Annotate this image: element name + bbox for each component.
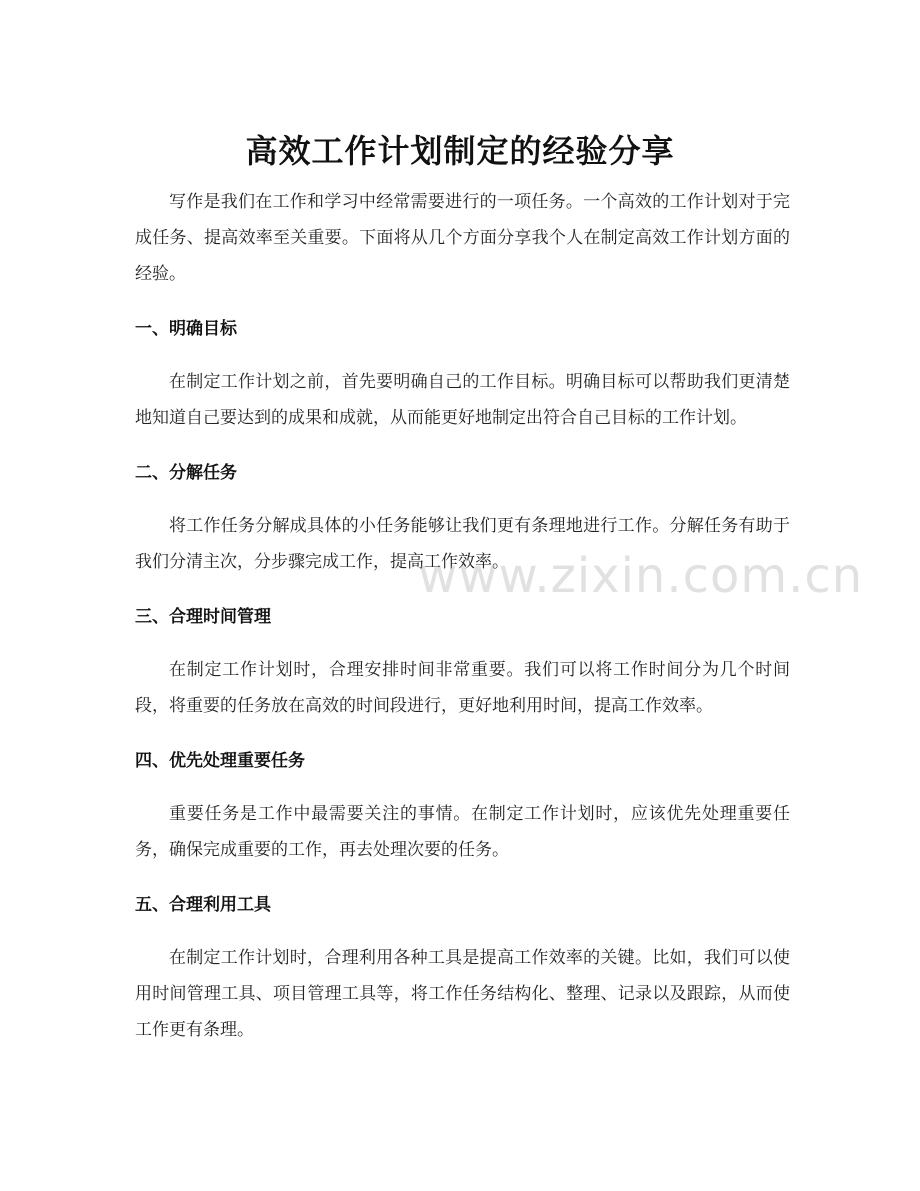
section-heading: 三、合理时间管理 [135, 607, 271, 627]
section-paragraph: 在制定工作计划时，合理安排时间非常重要。我们可以将工作时间分为几个时间段，将重要的任务放在高效的时间段进行，更好地利用时间，提高工作效率。 [135, 660, 790, 716]
section-heading: 一、明确目标 [135, 319, 237, 339]
document-title: 高效工作计划制定的经验分享 [245, 132, 675, 171]
section-4 [135, 746, 790, 868]
section-paragraph: 在制定工作计划时，合理利用各种工具是提高工作效率的关键。比如，我们可以使用时间管理工具、项目管理工具等，将工作任务结构化、整理、记录以及跟踪，从而使工作更有条理。 [135, 948, 790, 1040]
site-watermark: www.zixin.com.cn [418, 548, 864, 604]
section-1 [135, 314, 790, 436]
section-heading: 二、分解任务 [135, 463, 237, 483]
document-body [135, 184, 790, 1048]
section-paragraph: 在制定工作计划之前，首先要明确自己的工作目标。明确目标可以帮助我们更清楚地知道自己要达到的成果和成就，从而能更好地制定出符合自己目标的工作计划。 [135, 372, 790, 428]
section-paragraph: 重要任务是工作中最需要关注的事情。在制定工作计划时，应该优先处理重要任务，确保完成重要的工作，再去处理次要的任务。 [135, 804, 790, 860]
section-heading: 五、合理利用工具 [135, 895, 271, 915]
section-5 [135, 890, 790, 1048]
section-3 [135, 602, 790, 724]
section-paragraph: 将工作任务分解成具体的小任务能够让我们更有条理地进行工作。分解任务有助于我们分清主次，分步骤完成工作，提高工作效率。 [135, 516, 790, 572]
intro-paragraph: 写作是我们在工作和学习中经常需要进行的一项任务。一个高效的工作计划对于完成任务、提高效率至关重要。下面将从几个方面分享我个人在制定高效工作计划方面的经验。 [135, 192, 790, 284]
section-heading: 四、优先处理重要任务 [135, 751, 305, 771]
section-2 [135, 458, 790, 580]
